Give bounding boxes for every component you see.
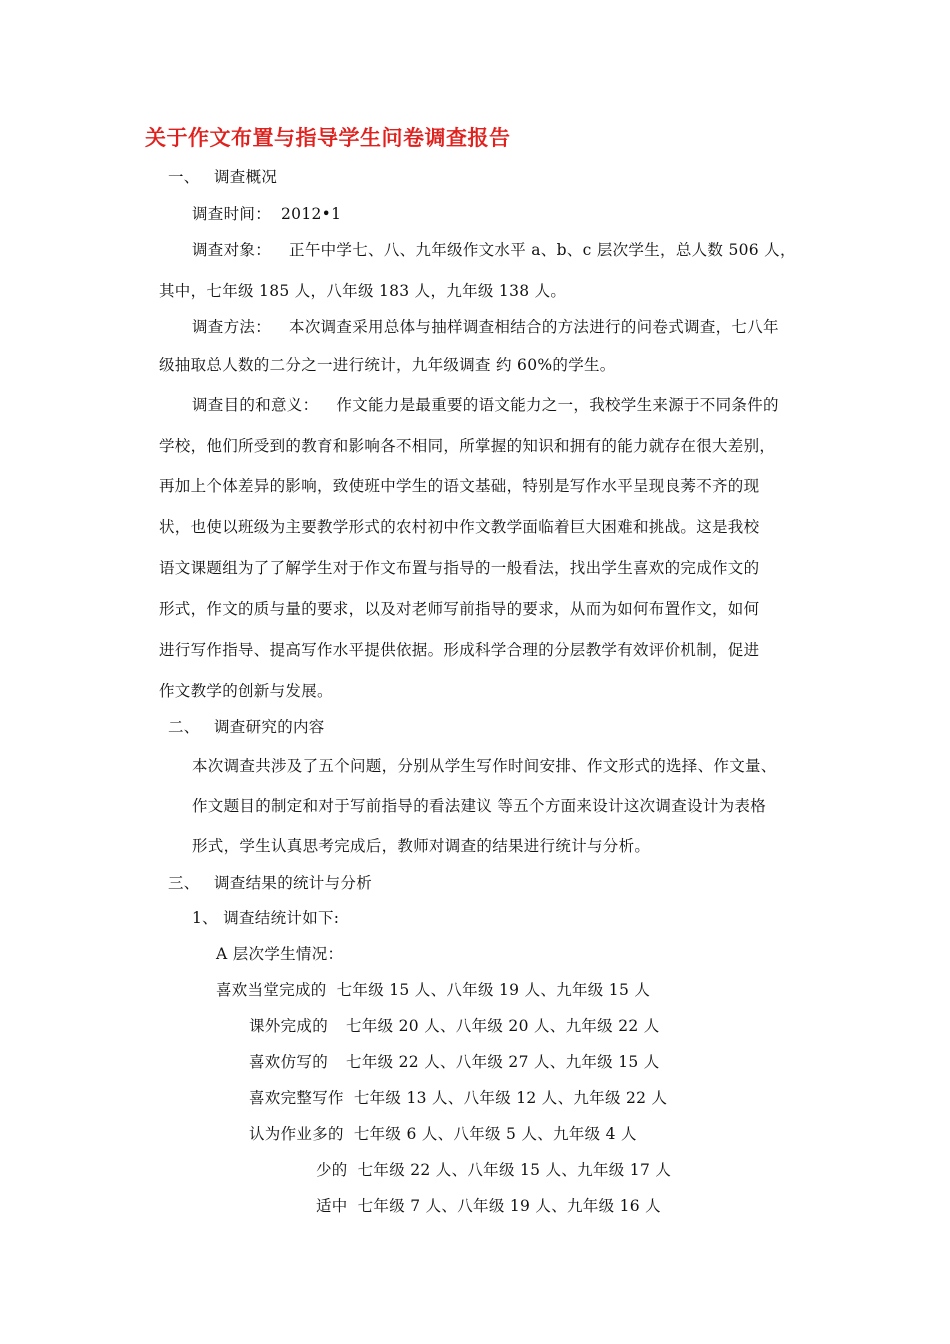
survey-purpose (192, 395, 779, 415)
section2-line2: 作文题目的制定和对于写前指导的看法建议 等五个方面来设计这次调查设计为表格 (192, 797, 767, 815)
stat-label: 适中 (316, 1197, 348, 1215)
stat-label: 喜欢仿写的 (249, 1053, 329, 1071)
stat-row (249, 1016, 660, 1036)
survey-time-label: 调查时间： (192, 205, 272, 223)
survey-method (192, 317, 779, 337)
stat-row (316, 1196, 661, 1216)
stat-value: 七年级 6 人、八年级 5 人、九年级 4 人 (353, 1125, 637, 1143)
survey-purpose-line6: 形式，作文的质与量的要求，以及对老师写前指导的要求，从而为如何布置作文，如何 (159, 600, 760, 618)
stat-row (216, 980, 650, 1000)
stat-row (316, 1160, 671, 1180)
survey-purpose-line2: 学校，他们所受到的教育和影响各不相同，所掌握的知识和拥有的能力就存在很大差别， (159, 437, 776, 455)
stat-label: 喜欢当堂完成的 (216, 981, 327, 999)
section3-heading (168, 873, 372, 893)
survey-purpose-line5: 语文课题组为了了解学生对于作文布置与指导的一般看法，找出学生喜欢的完成作文的 (159, 559, 760, 577)
section3-number: 三、 (168, 874, 200, 892)
stat-label: 认为作业多的 (249, 1125, 344, 1143)
stat-label: 课外完成的 (249, 1017, 329, 1035)
section2-line3: 形式，学生认真思考完成后，教师对调查的结果进行统计与分析。 (192, 837, 651, 855)
stat-value: 七年级 15 人、八年级 19 人、九年级 15 人 (336, 981, 651, 999)
stat-value: 七年级 22 人、八年级 15 人、九年级 17 人 (357, 1161, 672, 1179)
a-level-heading: A 层次学生情况： (216, 945, 344, 963)
survey-purpose-line3: 再加上个体差异的影响，致使班中学生的语文基础，特别是写作水平呈现良莠不齐的现 (159, 477, 760, 495)
section3-sub1: 1、 调查结统计如下: (192, 909, 340, 927)
stat-value: 七年级 20 人、八年级 20 人、九年级 22 人 (346, 1017, 660, 1035)
survey-method-line2: 级抽取总人数的二分之一进行统计，九年级调查 约 60%的学生。 (159, 356, 616, 374)
section2-number: 二、 (168, 718, 200, 736)
stat-label: 喜欢完整写作 (249, 1089, 344, 1107)
survey-target-line2: 其中，七年级 185 人，八年级 183 人，九年级 138 人。 (159, 282, 567, 300)
section1-title: 调查概况 (214, 168, 278, 186)
stat-value: 七年级 7 人、八年级 19 人、九年级 16 人 (357, 1197, 661, 1215)
survey-purpose-line1: 作文能力是最重要的语文能力之一，我校学生来源于不同条件的 (336, 396, 779, 414)
survey-target-line1: 正午中学七、八、九年级作文水平 a、b、c 层次学生，总人数 506 人， (289, 241, 796, 259)
survey-purpose-line8: 作文教学的创新与发展。 (159, 682, 333, 700)
stat-row (249, 1052, 660, 1072)
survey-time (192, 204, 341, 224)
section2-line1: 本次调查共涉及了五个问题，分别从学生写作时间安排、作文形式的选择、作文量、 (192, 757, 777, 775)
survey-target (192, 240, 796, 260)
stat-value: 七年级 13 人、八年级 12 人、九年级 22 人 (353, 1089, 668, 1107)
survey-purpose-line7: 进行写作指导、提高写作水平提供依据。形成科学合理的分层教学有效评价机制，促进 (159, 641, 760, 659)
section3-title: 调查结果的统计与分析 (214, 874, 373, 892)
survey-purpose-line4: 状，也使以班级为主要教学形式的农村初中作文教学面临着巨大困难和挑战。这是我校 (159, 518, 760, 536)
section1-heading (168, 167, 277, 187)
survey-method-line1: 本次调查采用总体与抽样调查相结合的方法进行的问卷式调查，七八年 (289, 318, 779, 336)
survey-target-label: 调查对象： (192, 241, 272, 259)
stat-row (249, 1124, 637, 1144)
stat-value: 七年级 22 人、八年级 27 人、九年级 15 人 (346, 1053, 660, 1071)
survey-time-value: 2012•1 (281, 205, 342, 223)
survey-purpose-label: 调查目的和意义： (192, 396, 319, 414)
section2-heading (168, 717, 325, 737)
survey-method-label: 调查方法： (192, 318, 272, 336)
stat-label: 少的 (316, 1161, 348, 1179)
section1-number: 一、 (168, 168, 200, 186)
stat-row (249, 1088, 667, 1108)
section2-title: 调查研究的内容 (214, 718, 325, 736)
report-title: 关于作文布置与指导学生问卷调查报告 (145, 126, 511, 150)
